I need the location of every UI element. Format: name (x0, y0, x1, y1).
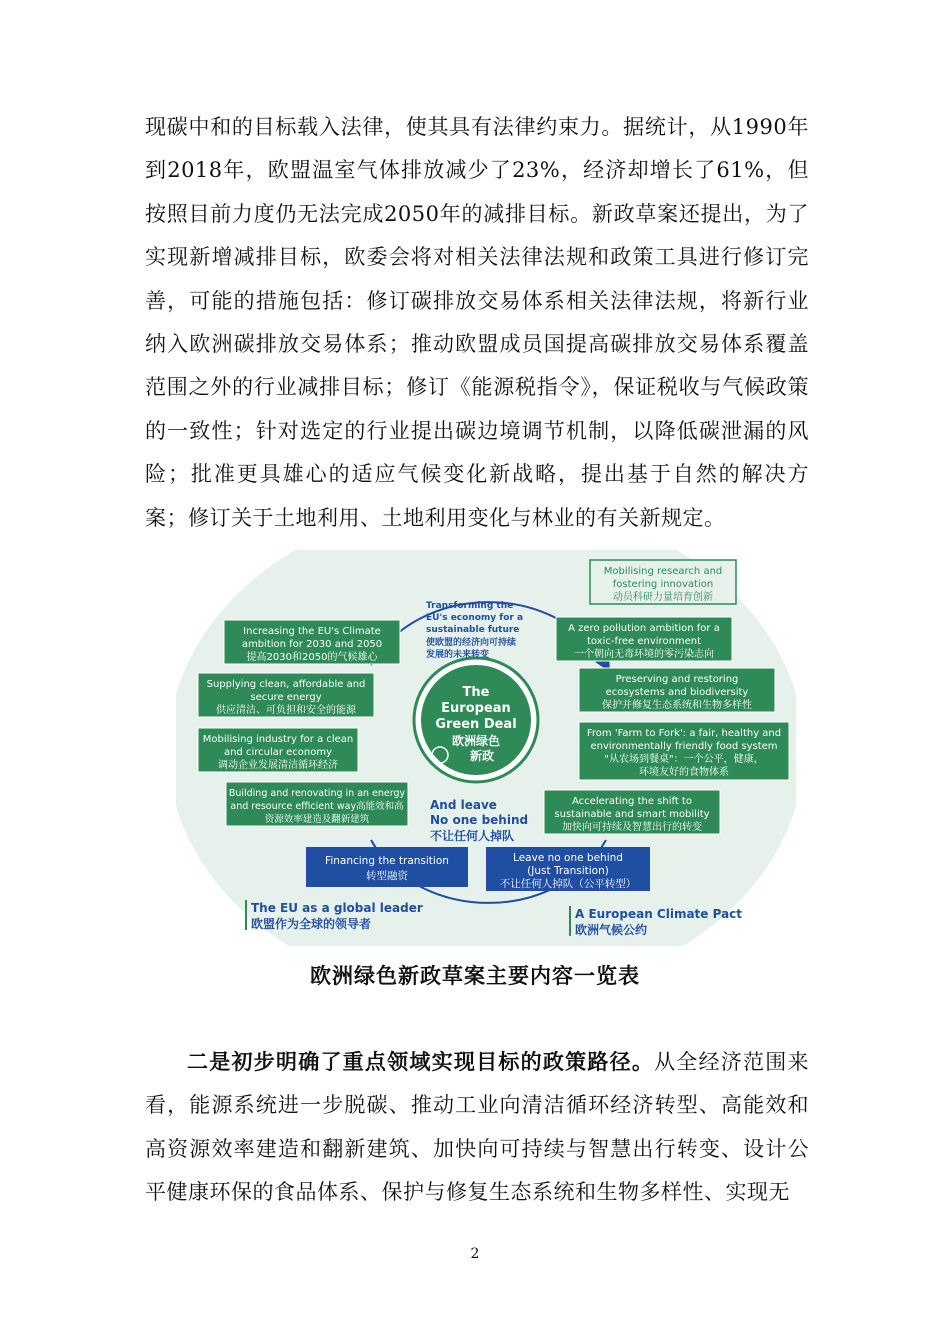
svg-text:From 'Farm to Fork': a fair, h: From 'Farm to Fork': a fair, healthy and (586, 728, 782, 739)
bottom-en2: No one behind (430, 813, 529, 827)
center-en1: The (462, 685, 490, 700)
center-zh1: 欧洲绿色 (451, 734, 501, 748)
svg-text:Accelerating the shift to: Accelerating the shift to (572, 796, 692, 807)
left-box-2 (198, 673, 374, 717)
right-box-1 (590, 560, 736, 604)
bottom-en1: And leave (430, 798, 497, 812)
right-box-4 (579, 722, 789, 780)
financing-box (306, 847, 468, 887)
paragraph2-lead: 二是初步明确了重点领域实现目标的政策路径。 (187, 1049, 655, 1074)
svg-text:ecosystems and biodiversity: ecosystems and biodiversity (605, 687, 749, 698)
svg-text:and resource efficient way高能效和: and resource efficient way高能效和高 (230, 801, 404, 812)
right-box-5 (544, 790, 720, 834)
svg-text:调动企业发展清洁循环经济: 调动企业发展清洁循环经济 (218, 760, 338, 771)
body-paragraph-1: 现碳中和的目标载入法律，使其具有法律约束力。据统计，从1990年到2018年，欧盟温室气体排放减少了23%，经济却增长了61%，但按照目前力度仍无法完成2050年的减排目标。新政草案还提出，为了实现新增减排目标，欧委会将对相关法律法规和政策工具进行修订完善，可能的措施包括：修订碳排放交易体系相关法律法规，将新行业纳入欧洲碳排放交易体系；推动欧盟成员国提高碳排放交易体系覆盖范围之外的行业减排目标；修订《能源税指令》，保证税收与气候政策的一致性；针对选定的行业提出碳边境调节机制，以降低碳泄漏的风险；批准更具雄心的适应气候变化新战略，提出基于自然的解决方案；修订关于土地利用、土地利用变化与林业的有关新规定。 (145, 115, 809, 530)
svg-text:sustainable and smart mobility: sustainable and smart mobility (554, 809, 710, 820)
center-en2: European (441, 701, 511, 716)
climate-pact-zh: 欧洲气候公约 (575, 923, 648, 937)
svg-text:Mobilising industry for a clea: Mobilising industry for a clean (202, 734, 354, 745)
center-en3: Green Deal (435, 717, 517, 732)
svg-text:环境友好的食物体系: 环境友好的食物体系 (639, 767, 729, 778)
top-en3: sustainable future (426, 625, 520, 635)
svg-text:"从农场到餐桌"：一个公平，健康，: "从农场到餐桌"：一个公平，健康， (604, 754, 764, 765)
left-box-3 (198, 728, 358, 772)
svg-text:一个朝向无毒环境的零污染志向: 一个朝向无毒环境的零污染志向 (574, 649, 714, 660)
svg-text:Leave no one behind: Leave no one behind (513, 852, 623, 864)
svg-text:Increasing the EU's Climate: Increasing the EU's Climate (243, 626, 381, 637)
svg-text:ambition for 2030 and 2050: ambition for 2030 and 2050 (241, 639, 383, 650)
svg-text:Preserving and restoring: Preserving and restoring (615, 674, 739, 685)
svg-text:environmentally friendly food: environmentally friendly food system (590, 741, 778, 752)
paragraph2-rest: 从全经济范围来看，能源系统进一步脱碳、推动工业向清洁循环经济转型、高能效和高资源效率建造和翻新建筑、加快向可持续与智慧出行转变、设计公平健康环保的食品体系、保护与修复生态系统和生物多样性、实现无 (145, 1050, 810, 1205)
svg-text:供应清洁、可负担和安全的能源: 供应清洁、可负担和安全的能源 (216, 705, 356, 716)
svg-text:保护并修复生态系统和生物多样性: 保护并修复生态系统和生物多样性 (602, 700, 752, 711)
global-leader-zh: 欧盟作为全球的领导者 (251, 917, 372, 931)
right-box-3 (579, 668, 775, 712)
bottom-zh: 不让任何人掉队 (430, 829, 515, 843)
svg-text:A zero pollution ambition for: A zero pollution ambition for a (568, 623, 720, 634)
climate-pact-en: A European Climate Pact (575, 907, 743, 921)
top-zh2: 发展的未来转变 (426, 650, 490, 660)
green-deal-diagram (176, 550, 796, 946)
left-box-1 (224, 620, 400, 664)
svg-text:secure energy: secure energy (250, 692, 322, 703)
svg-text:(Just Transition): (Just Transition) (527, 865, 609, 877)
top-zh1: 使欧盟的经济向可持续 (426, 638, 517, 648)
svg-text:提高2030和2050的气候雄心: 提高2030和2050的气候雄心 (246, 652, 378, 663)
just-transition-box (486, 847, 650, 891)
svg-text:Building and renovating in an: Building and renovating in an energy (228, 788, 406, 799)
left-box-4 (226, 782, 408, 826)
svg-text:加快向可持续及智慧出行的转变: 加快向可持续及智慧出行的转变 (562, 822, 702, 833)
page-number: 2 (470, 1246, 480, 1262)
global-leader-en: The EU as a global leader (251, 901, 423, 915)
svg-text:fostering innovation: fostering innovation (612, 579, 714, 590)
figure-caption: 欧洲绿色新政草案主要内容一览表 (310, 963, 640, 988)
svg-text:资源效率建造及翻新建筑: 资源效率建造及翻新建筑 (264, 814, 370, 825)
svg-text:Supplying clean, affordable an: Supplying clean, affordable and (206, 679, 366, 690)
svg-text:Mobilising research and: Mobilising research and (603, 566, 723, 577)
svg-text:不让任何人掉队（公平转型）: 不让任何人掉队（公平转型） (499, 878, 637, 890)
body-paragraph-2 (145, 1040, 809, 1215)
top-en1: Transforming the (426, 601, 514, 611)
svg-text:and circular economy: and circular economy (223, 747, 333, 758)
center-zh2: 新政 (469, 749, 495, 763)
svg-text:动员科研力量培育创新: 动员科研力量培育创新 (613, 592, 713, 603)
svg-text:Financing the transition: Financing the transition (325, 855, 449, 867)
right-box-2 (556, 617, 732, 661)
top-en2: EU's economy for a (426, 613, 524, 623)
svg-text:toxic-free environment: toxic-free environment (586, 636, 702, 647)
svg-text:转型融资: 转型融资 (366, 870, 408, 882)
